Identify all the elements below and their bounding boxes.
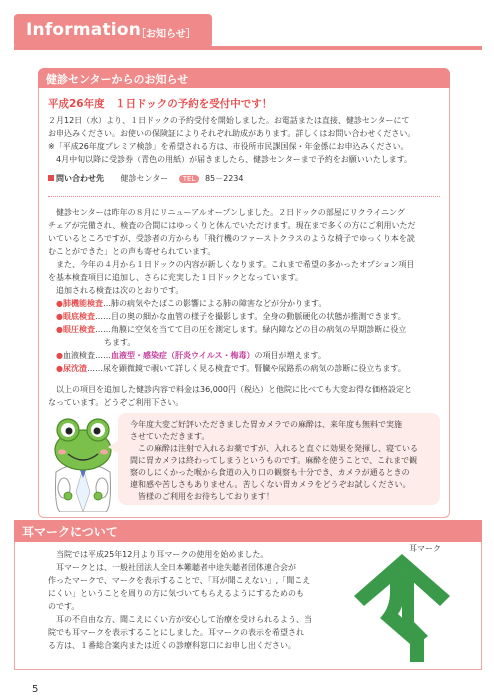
exam-item: ●血液検査……血液型・感染症（肝炎ウイルス・梅毒）の項目が増えます。 [56, 351, 326, 360]
para1-line: お申込みください。お使いの保険証によりそれぞれ助成があります。詳しくはお問い合わせください。 [48, 129, 416, 138]
exam-item-continued: ちます。 [104, 338, 136, 347]
header-title: Information [26, 20, 142, 40]
dotted-divider [48, 196, 440, 197]
para2-line: いているところですが、受診者の方からも「飛行機のファーストクラスのような椅子でゆっくり本を読 [48, 234, 415, 243]
exam-item: ●肺機能検査…肺の病気やたばこの影響による肺の障害などが分かります。 [56, 299, 327, 308]
contact-line [48, 173, 243, 184]
para2-line: 健診センターは昨年の８月にリニューアルオープンしました。２日ドックの部屋にリクライニング [48, 208, 405, 217]
bubble-line: 間に胃カメラは終わってしまうというものです。麻酔を使うことで、これまで観 [130, 456, 418, 465]
contact-label: 問い合わせ先 [56, 174, 104, 183]
frog-doctor-icon [46, 412, 120, 512]
bubble-line: 違和感や苦しさもありません。苦しくない胃カメラをどうぞお試しください。 [130, 480, 411, 489]
tel-badge: TEL [179, 175, 200, 183]
bubble-line: させていただきます。 [130, 432, 210, 441]
exam-item: ●眼底検査……目の奥の細かな血管の様子を撮影します。全身の動脈硬化の状態が推測できます。 [56, 312, 406, 321]
para1-line: 4月中旬以降に受診券（青色の用紙）が届きましたら、健診センターまで予約をお願いいたします。 [48, 155, 413, 164]
bubble-line: 皆様のご利用をお待ちしております！ [130, 492, 274, 501]
bubble-line: この麻酔は注射で入れるお薬ですが、入れると直ぐに効果を発揮し、寝ている [130, 444, 418, 453]
page-number: 5 [32, 684, 39, 695]
para1-line: ※「平成26年度プレミア検診」を希望される方は、市役所市民課国保・年金係にお申込みください。 [48, 142, 409, 151]
exam-item: ●眼圧検査……角膜に空気を当てて目の圧を測定します。緑内障などの目の病気の早期診断に役立 [56, 325, 407, 334]
earmark-para-line: にくい」ということを周りの方に気づいてもらえるようにするためのも [48, 589, 304, 598]
exam-item: ●尿沈渣……尿を顕微鏡で覗いて詳しく見る検査です。腎臓や尿路系の病気の診断に役立ちます。 [56, 364, 406, 373]
para2-line: を基本検査項目に追加し、さらに充実した１日ドックとなっています。 [48, 273, 304, 282]
section1-title: 健診センターからのお知らせ [46, 73, 189, 86]
para2-line: また、今年の４月から１日ドックの内容が新しくなります。これまで希望の多かったオプション項目 [48, 260, 415, 269]
earmark-para-line: 院でも耳マークを表示することにしました。耳マークの表示を希望され [48, 628, 304, 637]
contact-tel: 85－2234 [204, 174, 244, 183]
earmark-para-line: のです。 [48, 602, 80, 611]
earmark-para-line: 耳マークとは、一般社団法人全日本難聴者中途失聴者団体連合会が [48, 563, 296, 572]
earmark-label: 耳マーク [409, 544, 441, 553]
header-subtitle: ［お知らせ］ [136, 29, 196, 40]
contact-org: 健診センター [120, 174, 169, 183]
announcement-heading: 平成26年度 １日ドックの予約を受付中です！ [48, 98, 273, 110]
section2-title: 耳マークについて [22, 525, 118, 539]
earmark-para-line: る方は、１番総合案内または近くの診療科窓口にお申し出ください。 [48, 641, 296, 650]
para3-line: なっています。どうぞご利用下さい。 [48, 398, 184, 407]
earmark-para-line: 当院では平成25年12月より耳マークの使用を始めました。 [48, 550, 269, 559]
earmark-para-line: 耳の不自由な方、聞こえにくい方が安心して治療を受けられるよう、当 [48, 615, 312, 624]
para1-line: ２月12日（水）より、１日ドックの予約受付を開始しました。お電話または直接、健診センターにて [48, 116, 410, 125]
earmark-para-line: 作ったマークで、マークを表示することで、「耳が聞こえない」,「聞こえ [48, 576, 311, 585]
para2-line: 追加される検査は次のとおりです。 [48, 286, 184, 295]
header-rule [14, 46, 482, 50]
bubble-line: 察のしにくかった喉から食道の入り口の観察も十分でき、カメラが通るときの [130, 468, 410, 477]
bubble-line: 今年度大変ご好評いただきました胃カメラでの麻酔は、来年度も無料で実施 [130, 420, 402, 429]
para2-line: むことができた」との声も寄せられています。 [48, 247, 216, 256]
para2-line: チェアが完備され、検査の合間にはゆっくりと休んでいただけます。現在まで多くの方にご利用いただ [48, 221, 416, 230]
para3-line: 以上の項目を追加した健診内容で料金は36,000円（税込）と他院に比べても大変お得な価格設定と [48, 385, 412, 394]
square-bullet-icon [48, 175, 54, 181]
ear-mark-icon [350, 552, 454, 664]
